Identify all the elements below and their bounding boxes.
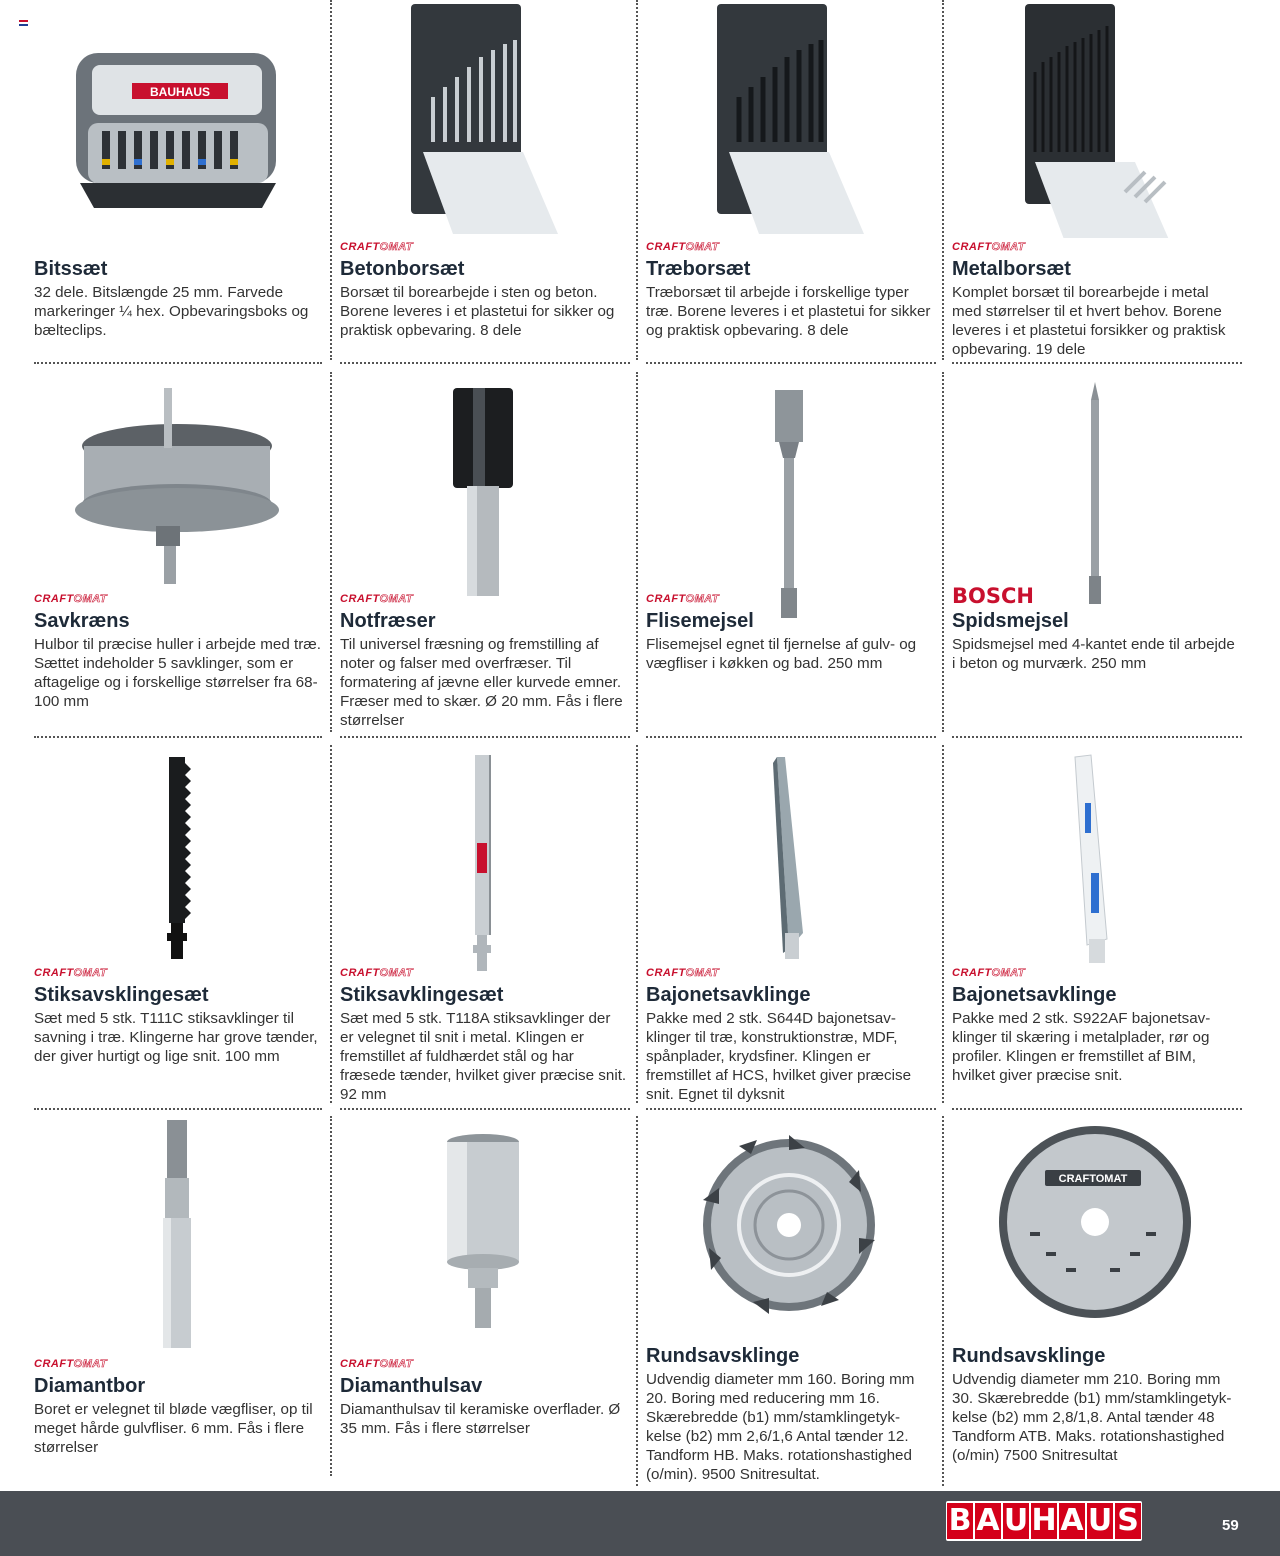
row-divider bbox=[646, 362, 936, 364]
logo-letter: A bbox=[976, 1503, 1000, 1538]
product-card-notfraeser[interactable] bbox=[330, 372, 636, 732]
craftomat-logo: CRAFTOMAT bbox=[340, 241, 414, 253]
product-title: Betonborsæt bbox=[340, 258, 465, 280]
row-divider bbox=[340, 736, 630, 738]
product-card-flisemejsel[interactable] bbox=[636, 372, 942, 732]
row-divider bbox=[646, 1108, 936, 1110]
row-divider bbox=[952, 1108, 1242, 1110]
product-description: Flisemejsel egnet til fjernelse af gulv- og vægfliser i køkken og bad. 250 mm bbox=[646, 636, 917, 672]
row-divider bbox=[340, 1108, 630, 1110]
router-bit-image bbox=[330, 386, 636, 596]
product-card-bajonetsavklinge-wood[interactable] bbox=[636, 745, 942, 1105]
product-description: Sæt med 5 stk. T118A stiksavklinger der er velegnet til snit i metal. Klingen er fremstillet af fuldhærdet stål og har fræsede tænder, hvilket giver præcise snit. 92 mm bbox=[340, 1010, 627, 1103]
product-card-betonborsaet[interactable] bbox=[330, 0, 636, 360]
svg-text:CRAFTOMAT: CRAFTOMAT bbox=[1058, 1173, 1128, 1185]
craftomat-logo: CRAFTOMAT bbox=[646, 967, 720, 979]
svg-text:BAUHAUS: BAUHAUS bbox=[150, 85, 210, 99]
page-footer bbox=[0, 1491, 1280, 1556]
product-title: Rundsavsklinge bbox=[646, 1345, 800, 1367]
product-title: Bitssæt bbox=[34, 258, 108, 280]
point-chisel-image bbox=[942, 380, 1248, 608]
logo-letter: A bbox=[1060, 1503, 1084, 1538]
product-title: Bajonetsavklinge bbox=[646, 984, 811, 1006]
product-card-stiksavklingesaet-wood[interactable] bbox=[24, 745, 330, 1105]
product-description: Borsæt til borearbejde i sten og beton. Borene leveres i et plastetui for sikker og praktisk opbevaring. 8 dele bbox=[340, 284, 615, 339]
product-title: Diamanthulsav bbox=[340, 1375, 483, 1397]
jigsaw-blade-metal-image bbox=[330, 753, 636, 973]
row-divider bbox=[34, 1108, 322, 1110]
product-description: Pakke med 2 stk. S922AF bajonetsav-klinger til skæring i metalplader, rør og profiler. Klingen er fremstillet af BIM, hvilket giver præcise snit. bbox=[952, 1010, 1211, 1084]
product-title: Metalborsæt bbox=[952, 258, 1071, 280]
logo-letter: H bbox=[1031, 1503, 1057, 1538]
product-card-diamanthulsav[interactable] bbox=[330, 1116, 636, 1490]
product-title: Træborsæt bbox=[646, 258, 751, 280]
metal-drill-set-image bbox=[942, 2, 1248, 238]
craftomat-logo: CRAFTOMAT bbox=[34, 1358, 108, 1370]
product-card-bitssaet[interactable] bbox=[24, 0, 330, 360]
circular-saw-blade-12t-image bbox=[636, 1130, 942, 1320]
product-description: Til universel fræsning og fremstilling af noter og falser med overfræser. Til formatering af jævne eller kurvede emner. Fræser med to skær. Ø 20 mm. Fås i flere størrelser bbox=[340, 636, 623, 729]
product-description: Komplet borsæt til borearbejde i metal med størrelser til et hvert behov. Borene leveres i et plastetui forsikker og praktisk opbevaring. 19 dele bbox=[952, 284, 1226, 358]
craftomat-logo: CRAFTOMAT bbox=[34, 967, 108, 979]
product-description: Pakke med 2 stk. S644D bajonetsav-klinger til træ, konstruktionstræ, MDF, spånplader, krydsfiner. Klingen er fremstillet af HCS, hvilket giver præcise snit. Egnet til dyksnit bbox=[646, 1010, 912, 1103]
logo-letter: B bbox=[948, 1503, 972, 1538]
craftomat-logo: CRAFTOMAT bbox=[340, 967, 414, 979]
row-divider bbox=[34, 362, 322, 364]
product-description: Diamanthulsav til keramiske overflader. Ø 35 mm. Fås i flere størrelser bbox=[340, 1401, 621, 1437]
bosch-logo: BOSCH bbox=[952, 584, 1034, 608]
craftomat-logo: CRAFTOMAT bbox=[646, 241, 720, 253]
product-card-rundsavsklinge-210[interactable] bbox=[942, 1116, 1248, 1490]
product-description: Træborsæt til arbejde i forskellige typer træ. Borene leveres i et plastetui for sikker og praktisk opbevaring. 8 dele bbox=[646, 284, 931, 339]
product-description: Boret er velegnet til bløde vægfliser, op til meget hårde gulvfliser. 6 mm. Fås i flere størrelser bbox=[34, 1401, 313, 1456]
product-title: Stiksavklingesæt bbox=[340, 984, 504, 1006]
logo-letter: S bbox=[1115, 1503, 1141, 1539]
product-card-spidsmejsel[interactable] bbox=[942, 372, 1248, 732]
bit-set-case-image bbox=[24, 28, 330, 228]
product-card-stiksavklingesaet-metal[interactable] bbox=[330, 745, 636, 1105]
craftomat-logo: CRAFTOMAT bbox=[340, 1358, 414, 1370]
product-card-rundsavsklinge-160[interactable] bbox=[636, 1116, 942, 1490]
product-card-diamantbor[interactable] bbox=[24, 1116, 330, 1490]
reciprocating-blade-metal-image bbox=[942, 753, 1248, 968]
row-divider bbox=[34, 736, 322, 738]
product-description: Sæt med 5 stk. T111C stiksavklinger til savning i træ. Klingerne har grove tænder, der giver hurtigt og lige snit. 100 mm bbox=[34, 1010, 318, 1065]
diamond-hole-saw-image bbox=[330, 1132, 636, 1332]
product-description: Udvendig diameter mm 160. Boring mm 20. Boring med reducering mm 16. Skærebredde (b1) mm/stamklingetyk-kelse (b2) mm 2,6/1,6 Antal tænder 12. Tandform HB. Maks. rotationshastighed (o/min). 9500 Snitresultat. bbox=[646, 1371, 915, 1483]
product-title: Notfræser bbox=[340, 610, 436, 632]
craftomat-logo: CRAFTOMAT bbox=[952, 241, 1026, 253]
circular-saw-blade-48t-image bbox=[942, 1122, 1248, 1322]
craftomat-logo: CRAFTOMAT bbox=[34, 593, 108, 605]
product-card-traeborsaet[interactable] bbox=[636, 0, 942, 360]
logo-letter: U bbox=[1087, 1503, 1113, 1538]
diamond-drill-image bbox=[24, 1118, 330, 1356]
craftomat-logo: CRAFTOMAT bbox=[646, 593, 720, 605]
masonry-drill-set-image bbox=[330, 2, 636, 238]
row-divider bbox=[952, 736, 1242, 738]
page-number: 59 bbox=[1222, 1517, 1239, 1534]
reciprocating-blade-wood-image bbox=[636, 753, 942, 963]
row-divider bbox=[340, 362, 630, 364]
product-title: Bajonetsavklinge bbox=[952, 984, 1117, 1006]
product-title: Savkræns bbox=[34, 610, 130, 632]
product-grid bbox=[24, 0, 1252, 1490]
bauhaus-logo bbox=[946, 1501, 1142, 1541]
product-title: Stiksavsklingesæt bbox=[34, 984, 209, 1006]
product-title: Spidsmejsel bbox=[952, 610, 1069, 632]
logo-letter: U bbox=[1003, 1503, 1029, 1538]
tile-chisel-image bbox=[636, 388, 942, 624]
product-description: 32 dele. Bitslængde 25 mm. Farvede markeringer ¼ hex. Opbevaringsboks og bælteclips. bbox=[34, 284, 309, 339]
product-description: Spidsmejsel med 4-kantet ende til arbejde i beton og murværk. 250 mm bbox=[952, 636, 1235, 672]
product-description: Hulbor til præcise huller i arbejde med træ. Sættet indeholder 5 savklinger, som er aftagelige og i forskellige størrelser fra 68-100 mm bbox=[34, 636, 321, 710]
craftomat-logo: CRAFTOMAT bbox=[340, 593, 414, 605]
craftomat-logo: CRAFTOMAT bbox=[952, 967, 1026, 979]
product-card-savkraens[interactable] bbox=[24, 372, 330, 732]
product-title: Flisemejsel bbox=[646, 610, 754, 632]
product-title: Rundsavsklinge bbox=[952, 1345, 1106, 1367]
product-card-metalborsaet[interactable] bbox=[942, 0, 1248, 360]
product-card-bajonetsavklinge-metal[interactable] bbox=[942, 745, 1248, 1105]
hole-saw-set-image bbox=[24, 386, 330, 586]
row-divider bbox=[646, 736, 936, 738]
wood-drill-set-image bbox=[636, 2, 942, 238]
product-title: Diamantbor bbox=[34, 1375, 146, 1397]
product-description: Udvendig diameter mm 210. Boring mm 30. Skærebredde (b1) mm/stamklingetyk-kelse (b2) mm 2,8/1,8. Antal tænder 48 Tandform ATB. Maks. rotationshastighed (o/min) 7500 Snitresultat bbox=[952, 1371, 1232, 1464]
jigsaw-blade-wood-image bbox=[24, 753, 330, 965]
row-divider bbox=[952, 362, 1242, 364]
